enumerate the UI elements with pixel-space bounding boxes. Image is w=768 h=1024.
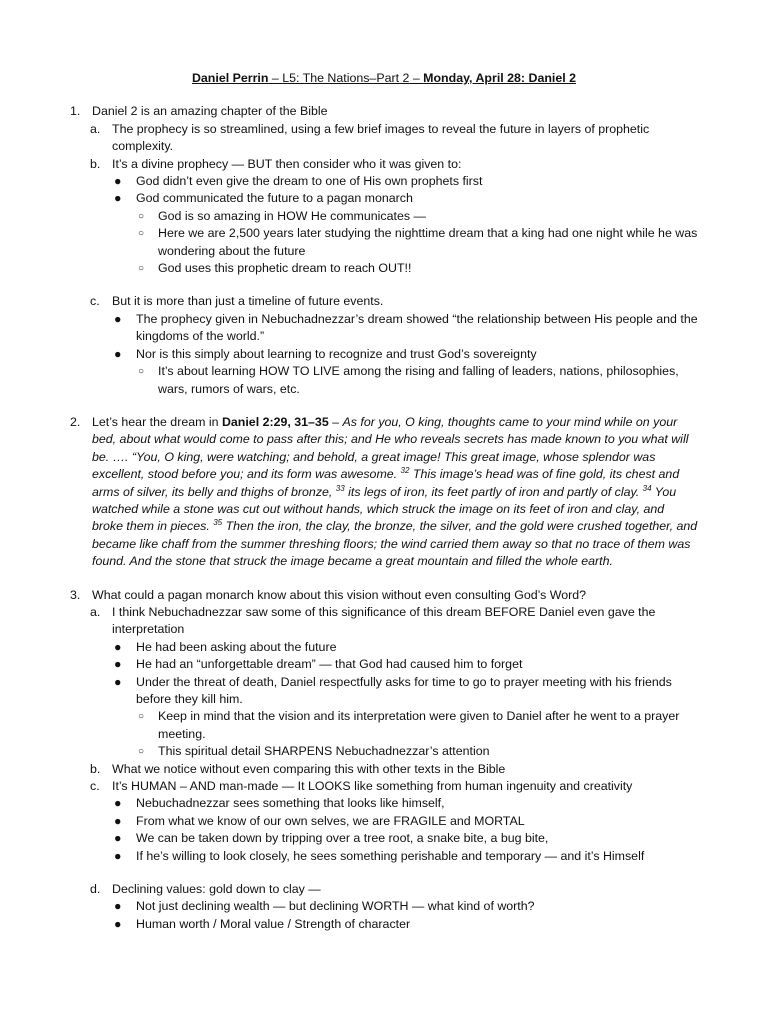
bullet-item: ● Not just declining wealth — but declining WORTH — what kind of worth?	[114, 898, 698, 915]
list-item: 2. Let’s hear the dream in Daniel 2:29, 31–35 – As for you, O king, thoughts came to your mind while on your bed, about what would come to pass after this; and He who reveals secrets has made known to you what will be. …. “You, O king, were watching; and behold, a great image! This great image, whose splendor was excellent, stood before you; and its form was awesome. $^{32}$ This image’s head was of fine gold, its chest and arms of silver, its belly and thighs of bronze, $^{33}$ its legs of iron, its feet partly of iron and partly of clay. $^{34}$ You watched while a stone was cut out without hands, which struck the image on its feet of iron and clay, and broke them in pieces. $^{35}$ Then the iron, the clay, the bronze, the silver, and the gold were crushed together, and became like chaff from the summer threshing floors; the wind carried them away so that no trace of them was found. And the stone that struck the image became a great mountain and filled the whole earth.	[70, 414, 698, 571]
bullet-item: ● From what we know of our own selves, we are FRAGILE and MORTAL	[114, 813, 698, 830]
circle-bullet-icon: ○	[138, 228, 145, 240]
list-item: b. What we notice without even comparing this with other texts in the Bible	[90, 761, 506, 776]
author-name: Daniel Perrin	[191, 71, 269, 85]
circle-bullet-icon: ○	[138, 746, 145, 758]
bullet-icon: ●	[114, 191, 122, 206]
verse-number: 33	[335, 483, 345, 493]
bullet-icon: ●	[114, 899, 122, 914]
bullet-item: ● He had been asking about the future	[114, 639, 698, 656]
list-item: b. It’s a divine prophecy — BUT then consider who it was given to:	[90, 156, 462, 171]
date-reference: Monday, April 28: Daniel 2	[423, 71, 577, 85]
bullet-item: ● Under the threat of death, Daniel respectfully asks for time to go to prayer meeting with his friends before they kill him.	[114, 674, 672, 706]
list-item: 3. What could a pagan monarch know about this vision without even consulting God’s Word?	[70, 587, 587, 602]
list-item: a. The prophecy is so streamlined, using a few brief images to reveal the future in layers of prophetic complexity.	[90, 121, 650, 154]
bullet-icon: ●	[114, 796, 122, 811]
bullet-item: ● God communicated the future to a pagan monarch	[114, 190, 698, 207]
bullet-icon: ●	[114, 813, 122, 828]
list-item: a. I think Nebuchadnezzar saw some of this significance of this dream BEFORE Daniel even gave the interpretation	[90, 604, 656, 637]
scripture-reference: Daniel 2:29, 31–35	[221, 414, 329, 429]
sub-bullet-item: ○ God is so amazing in HOW He communicates —	[138, 208, 698, 225]
lesson-title: L5: The Nations–Part 2	[282, 71, 410, 85]
bullet-icon: ●	[114, 848, 122, 863]
bullet-icon: ●	[114, 674, 122, 689]
circle-bullet-icon: ○	[138, 263, 145, 275]
bullet-icon: ●	[114, 639, 122, 654]
bullet-icon: ●	[114, 657, 122, 672]
circle-bullet-icon: ○	[138, 210, 145, 222]
sub-bullet-item: ○ It’s about learning HOW TO LIVE among the rising and falling of leaders, nations, philosophies, wars, rumors of wars, etc.	[138, 364, 679, 396]
bullet-item: ● Nor is this simply about learning to recognize and trust God’s sovereignty	[114, 346, 698, 363]
verse-number: 32	[400, 466, 410, 475]
scripture-passage: Let’s hear the dream in Daniel 2:29, 31–35 – As for you, O king, thoughts came to your mind while on your bed, about what would come to pass after this; and He who reveals secrets has made known to you what will be. …. “You, O king, were watching; and behold, a great image! This great image, whose splendor was excellent, stood before you; and its form was awesome. $^{32}$ This image’s head was of fine gold, its chest and arms of silver, its belly and thighs of bronze, $^{33}$ its legs of iron, its feet partly of iron and partly of clay. $^{34}$ You watched while a stone was cut out without hands, which struck the image on its feet of iron and clay, and broke them in pieces. $^{35}$ Then the iron, the clay, the bronze, the silver, and the gold were crushed together, and became like chaff from the summer threshing floors; the wind carried them away so that no trace of them was found. And the stone that struck the image became a great mountain and filled the whole earth.	[92, 414, 698, 569]
verse-number: 35	[213, 518, 223, 528]
bullet-item: ● Human worth / Moral value / Strength of character	[114, 916, 698, 933]
list-item: d. Declining values: gold down to clay —	[90, 882, 321, 897]
bullet-icon: ●	[114, 831, 122, 846]
bullet-icon: ●	[114, 346, 122, 361]
sub-bullet-item: ○ This spiritual detail SHARPENS Nebuchadnezzar’s attention	[138, 743, 698, 760]
sub-bullet-item: ○ God uses this prophetic dream to reach OUT!!	[138, 260, 698, 277]
list-item: c. It’s HUMAN – AND man-made — It LOOKS like something from human ingenuity and creativity	[90, 779, 633, 794]
bullet-icon: ●	[114, 311, 122, 326]
circle-bullet-icon: ○	[138, 711, 145, 723]
sub-bullet-item: ○ Keep in mind that the vision and its interpretation were given to Daniel after he went to a prayer meeting.	[138, 709, 680, 741]
bullet-icon: ●	[114, 916, 122, 931]
bullet-item: ● He had an “unforgettable dream” — that God had caused him to forget	[114, 656, 698, 673]
list-item: 1. Daniel 2 is an amazing chapter of the Bible	[70, 104, 328, 119]
bullet-item: ● We can be taken down by tripping over a tree root, a snake bite, a bug bite,	[114, 830, 698, 847]
bullet-item: ● Nebuchadnezzar sees something that looks like himself,	[114, 795, 698, 812]
bullet-item: ● The prophecy given in Nebuchadnezzar’s dream showed “the relationship between His people and the kingdoms of the world.”	[114, 311, 698, 344]
list-item: c. But it is more than just a timeline of future events.	[90, 294, 384, 309]
sub-bullet-item: ○ Here we are 2,500 years later studying the nighttime dream that a king had one night while he was wondering about the future	[138, 226, 698, 258]
bullet-item: ● If he’s willing to look closely, he sees something perishable and temporary — and it’s Himself	[114, 848, 698, 865]
circle-bullet-icon: ○	[138, 366, 145, 378]
page-title: Daniel Perrin – L5: The Nations–Part 2 – Monday, April 28: Daniel 2	[191, 71, 577, 85]
bullet-icon: ●	[114, 174, 122, 189]
bullet-item: ● God didn’t even give the dream to one of His own prophets first	[114, 173, 698, 190]
verse-number: 34	[642, 483, 652, 493]
